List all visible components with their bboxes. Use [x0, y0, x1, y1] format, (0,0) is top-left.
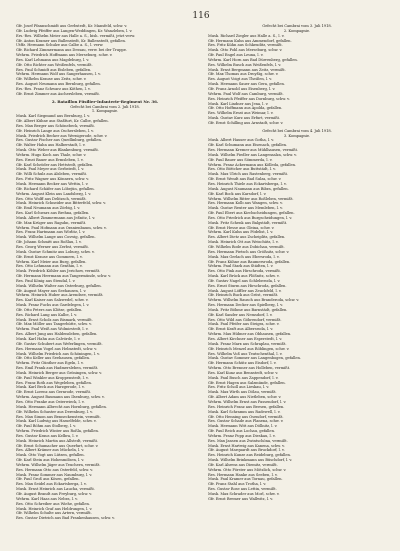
casualty-entry: Gfr. Anton Kramer aus Ballenstedt, Kr. Ballenstedt, gefallen. [16, 38, 127, 43]
casualty-entry: Gfr. Franz Stahl aus Trotha, l. v. [208, 482, 267, 487]
subheading-line: 3. Kompagnie. [283, 133, 311, 138]
casualty-entry: Gfr. Josef Pfannschmidt aus Gerbstedt, Kr. Mansfeld, schw. v. [16, 24, 128, 28]
casualty-entry: Res. Heinrich Pfeiffer aus Dornburg, schw. v. [208, 96, 290, 101]
casualty-entry: Gfr. Hermann Herrmann aus Tangermünde, schw. v. [16, 274, 112, 279]
casualty-entry: Musk. Richard Ziegler aus Halle a. S., l. v. [208, 33, 285, 38]
casualty-entry: Gfr. Paul Ebert aus Kirchscheidungen, gefallen. [208, 211, 295, 216]
casualty-entry: Res. Albert Kirchner aus Esperstedt, l. v. [208, 337, 283, 341]
casualty-entry: Gfr. Otto Richter aus Weißenfels, vermißt. [16, 62, 93, 67]
casualty-entry: Musk. Wilhelm Lange aus Coswig, gefallen. [16, 235, 96, 240]
section-heading: 2. Bataillon Füsilier-Infanterie-Regiment Nr. 36. [51, 99, 159, 104]
casualty-entry: Res. Otto Wolff aus Delitzsch, vermißt. [16, 196, 87, 201]
casualty-entry: Musk. Ernst Bergmann aus Zeitz, vermißt. [208, 67, 286, 72]
casualty-entry: Gfr. Karl Bock aus Karsdorf, l. v. [208, 191, 267, 196]
casualty-entry: Res. Otto Böttcher aus Buttstädt, l. v. [208, 167, 276, 172]
casualty-entry: Res. Heinrich Thiele aus Eckartsberga, l. v. [208, 182, 287, 186]
casualty-entry: Musk. Gustav Schmitz aus Loburg, schw. v. [16, 249, 95, 254]
casualty-entry: Gfr. Paul Bauer aus Sömmerda, l. v. [208, 157, 273, 162]
casualty-entry: Gfr. Wilhelm Bode aus Dobichau, vermißt. [208, 244, 285, 249]
casualty-entry: Musk. Karl Beck aus Harzgerode, l. v. [16, 385, 85, 390]
casualty-entry: Musk. Ernst Scholz aus Bismark, vermißt. [16, 317, 93, 322]
casualty-entry: Gfr. Ernst Lorenz aus Gernrode, vermißt. [16, 390, 92, 395]
casualty-entry: Gfr. Paul Engel aus Leuna, l. v. [208, 53, 264, 58]
casualty-entry: Musk. Franz Sommer aus Naumburg, l. v. [16, 472, 93, 477]
casualty-entry: Gfr. August Brandt aus Freyburg, schw. v. [16, 492, 92, 496]
casualty-entry: Wehrm. August Klein aus Landsberg, l. v. [16, 191, 92, 196]
casualty-entry: Res. Emil Frank aus Hadmersleben, vermißt. [16, 366, 99, 371]
casualty-entry: Res. Paul Schmidt aus Eisleben, gefallen. [16, 67, 92, 72]
casualty-entry: Res. Fritz Scholl aus Lieskau, l. v. [208, 385, 270, 390]
casualty-entry: Gfr. Paul Winkler aus Kroppenstedt, l. v. [16, 375, 89, 380]
casualty-entry: Res. Otto Wild aus Göhrendorf, vermißt. [208, 317, 282, 322]
casualty-entry: Gfr. Franz Arnold aus Eisenberg, l. v. [208, 86, 276, 91]
casualty-entry: Musk. Gustav Reuter aus Memleben, l. v. [208, 206, 283, 211]
casualty-entry: Musk. Otto Vogt aus Lützen, gefallen. [16, 453, 85, 458]
casualty-entry: Gfr. Gustav Schubert aus Weferlingen, vermißt. [16, 341, 103, 346]
casualty-entry: Res. Karl Kaiser aus Salzwedel, schw. v. [16, 298, 89, 303]
casualty-entry: Gfr. Ernst Krause aus Gommern, l. v. [16, 254, 83, 259]
casualty-entry: Wehrm. Wilhelm Jäger aus Teuchern, vermißt. [16, 462, 101, 467]
casualty-entry: Res. Gustav Schade aus Planena, schw. v. [208, 419, 284, 424]
casualty-entry: Gfr. Heinrich Menzel aus Röblingen, schw. v. [208, 346, 290, 351]
casualty-entry: Gfr. August Marquardt aus Bruckdorf, l. v. [208, 448, 285, 453]
casualty-entry: Res. Karl Schwarz aus Brehna, gefallen. [16, 211, 90, 216]
casualty-entry: Gfr. Albert Adam aus Nietleben, schw. v. [208, 395, 282, 400]
casualty-entry: Res. Otto Friedrich aus Burgscheidungen, l. v. [208, 215, 293, 220]
casualty-entry: Musk. Wilhelm Walter aus Osterburg, gefallen. [16, 283, 102, 288]
casualty-entry: Gfr. Karl Ahrens aus Diemitz, vermißt. [208, 462, 278, 467]
casualty-entry: Gfr. Wilhelm Krause aus Zeitz, schw. v. [16, 77, 87, 82]
casualty-entry: Gfr. Karl Schumann aus Eisenach, gefallen. [208, 143, 288, 148]
casualty-entry: Musk. Franz Fuchs aus Gardelegen, l. v. [16, 303, 90, 308]
casualty-entry: Gfr. Ernst Kraft aus Albersroda, l. v. [208, 327, 274, 332]
casualty-entry: Musk. Paul Meyer aus Gerbstedt, l. v. [16, 167, 85, 172]
casualty-entry: Wehrm. Otto Brenner aus Holleben, vermißt. [208, 366, 291, 371]
casualty-entry: Musk. Max Gerlach aus Ebersroda, l. v. [208, 254, 280, 259]
casualty-entry: Musk. Karl Brück aus Plößnitz, schw. v. [208, 274, 280, 279]
casualty-entry: Gfr. Franz Kühne aus Baumersroda, gefallen. [208, 259, 291, 264]
casualty-entry: Musk. Gustav Kurz aus Erfurt, vermißt. [208, 116, 281, 121]
casualty-entry: Musk. Ernst Heinrich aus Laucha, vermißt. [16, 487, 95, 492]
casualty-entry: Res. Karl Kunz aus Bennstedt, schw. v. [208, 370, 279, 375]
casualty-entry: Res. August Neumann aus Bernburg, gefallen. [16, 82, 101, 87]
casualty-entry: Gfr. Ernst Wendt aus Bad Sulza, schw. v. [208, 177, 282, 182]
casualty-entry: Wehrm. Wilhelm Ernst aus Passendorf, l. v. [208, 399, 287, 404]
casualty-entry: Musk. Wilhelm Fiedler aus Langensalza, schw. v. [208, 152, 297, 157]
casualty-entry: Musk. Max Ulrich aus Rastenberg, vermißt. [208, 172, 289, 177]
casualty-entry: Res. Hermann Hanke aus Seeben, l. v. [208, 472, 278, 477]
casualty-entry: Musk. Otto Weber aus Blankenburg, vermißt. [16, 148, 99, 153]
casualty-entry: Gfr. Otto Henning aus Osendorf, vermißt. [208, 414, 284, 419]
casualty-entry: Res. Gustav Kraus aus Kelbra, l. v. [16, 433, 79, 438]
casualty-entry: Gfr. Karl Schröder aus Hettstedt, gefallen. [16, 162, 94, 167]
casualty-entry: Gfr. Hermann Kuhn aus Ammendorf, gefallen. [208, 38, 292, 43]
casualty-entry: Res. Ernst Bauer aus Ermsleben, l. v. [16, 157, 84, 162]
casualty-entry: Musk. Paul Kramer aus Tornau, gefallen. [208, 477, 283, 482]
casualty-entry: Gfr. Max Möller aus Tangerhütte, schw. v. [16, 322, 92, 327]
casualty-entry: Res. Paul König aus Stendal, l. v. [16, 278, 76, 283]
casualty-entry: Musk. Heinrich Ott aus Weischütz, l. v. [208, 240, 279, 245]
casualty-entry: Res. Karl Lehmann aus Magdeburg, l. v. [16, 57, 90, 62]
casualty-entry: Res. Gustav Rose aus Lettin, vermißt. [208, 487, 277, 492]
casualty-entry: Res. August Voigt aus Theißen, l. v. [208, 77, 272, 82]
casualty-entry: Musk. Max Schrader aus Morl, schw. v. [208, 492, 280, 496]
casualty-entry: Musk. Fritz Böhme aus Barnstädt, gefallen. [208, 307, 288, 312]
casualty-entry: Res. Georg Werner aus Zerbst, vermißt. [16, 244, 89, 249]
page-number: 116 [192, 11, 210, 21]
casualty-entry: Res. Fritz Kühn aus Schkeuditz, vermißt. [208, 43, 283, 48]
casualty-entry: Res. Albert Dietz aus Zscheiplitz, gefallen. [208, 235, 286, 240]
casualty-entry: Wehrm. Karl Haas aus Nebra, l. v. [16, 496, 78, 501]
casualty-entry: Musk. Karl Lindner aus Jena, l. v. [208, 101, 269, 106]
casualty-entry: Gfr. Ernst Schumacher aus Querfurt, schw. v. [16, 443, 99, 448]
casualty-entry: Res. Franz Hartmann aus Wörlitz, l. v. [16, 230, 86, 235]
casualty-entry: Wehrm. Otto Förster aus Mötzlich, schw. v. [208, 467, 287, 472]
casualty-entry: Res. Otto Lehmann aus Genthin, l. v. [16, 264, 83, 269]
casualty-entry: Musk. Ernst Hartwig aus Kanena, schw. v. [208, 443, 285, 448]
casualty-entry: Res. Wilhelm Voß aus Teutschenthal, l. v. [208, 351, 283, 356]
casualty-entry: Wehrm. Friedrich Winter aus Roßla, gefallen. [16, 429, 99, 434]
casualty-entry: Gfr. Karl Sander aus Nemsdorf, l. v. [208, 312, 273, 317]
subheading-line: Gefecht bei Cambrai vom 4. Juli 1918. [262, 128, 332, 133]
casualty-entry: Wehrm. Wilhelm Rausch aus Branderoda, schw. v. [208, 298, 300, 303]
casualty-entry: Gfr. Ernst Bremer aus Wallwitz, l. v. [208, 496, 273, 501]
casualty-entry: Res. Hermann Kremer aus Mühlhausen, vermißt. [208, 148, 298, 153]
casualty-entry: Res. Hermann Pietsch aus Größnitz, schw. v. [208, 249, 290, 254]
casualty-entry: Musk. Franz Marx aus Schraplau, vermißt. [208, 341, 287, 346]
casualty-entry: Res. Wilhelm Busch aus Weißenfels, l. v. [208, 62, 282, 67]
casualty-entry: Wehrm. Karl Horn aus Bad Dürrenberg, gefallen. [208, 57, 298, 62]
casualty-entry: Musk. Hermann Witt aus Döllnitz, l. v. [208, 424, 278, 429]
casualty-entry: Gfr. Richard Zimmermann aus Dessau, verw. bei der Truppe. [16, 48, 127, 53]
casualty-entry: Gfr. Karl Stein aus Hohenmölsen, l. v. [16, 458, 85, 463]
casualty-entry: Musk. Hermann Becker aus Wettin, l. v. [16, 182, 89, 186]
casualty-entry: Musk. Karl Schramm aus Radewell, l. v. [208, 409, 281, 414]
casualty-entry: Gfr. Otto Peters aus Klötze, gefallen. [16, 307, 83, 312]
casualty-entry: Res. Gustav Fischer aus Quedlinburg, gefallen. [16, 138, 102, 143]
casualty-entry: Gfr. Ernst Zimmer aus Aschersleben, vermißt. [16, 91, 100, 96]
subheading-line: Gefecht bei Cambrai vom 2. Juli 1918. [70, 104, 140, 109]
casualty-entry: Gfr. Willi Schulz aus Alsleben, vermißt. [16, 172, 88, 177]
casualty-entry: Musk. Gustav Sommer aus Langenbogen, gefallen. [208, 356, 301, 361]
subheading-line: 1. Kompagnie. [91, 109, 119, 114]
casualty-entry: Gfr. Wilhelm Schulte aus Artern, vermißt. [16, 511, 92, 516]
casualty-entry: Wehrm. Hugo Koch aus Thale, schw. v. [16, 152, 87, 157]
casualty-entry: Musk. August Naumann aus Bibra, gefallen. [208, 186, 289, 191]
casualty-entry: Gfr. Max Thomas aus Droyßig, schw. v. [208, 72, 279, 77]
casualty-entry: Musk. Paul Busch aus Zappendorf, l. v. [208, 375, 279, 380]
casualty-entry: Wehrm. Friedrich Hoffmann aus Merseburg, schw. v. [16, 53, 113, 58]
casualty-entry: Gfr. Gustav Nagel aus Schleberoda, l. v. [208, 278, 281, 283]
casualty-entry: Musk. Friedrich Köhler aus Jerichow, vermißt. [16, 269, 101, 274]
casualty-entry: Res. Max Jansen aus Zwintschöna, vermißt. [208, 438, 288, 443]
subheading-line: Gefecht bei Cambrai vom 3. Juli 1918. [262, 24, 332, 28]
casualty-entry: Wehrm. Franz Ackermann aus Kölleda, gefallen. [208, 162, 297, 167]
casualty-entry: Res. Hermann Kolb aus Wangen, schw. v. [208, 201, 283, 206]
casualty-entry: Res. Albert Jung aus Haldensleben, gefallen. [16, 332, 98, 337]
casualty-entry: Gfr. Otto Hoffmann aus Apolda, gefallen. [208, 106, 283, 111]
casualty-entry: Wehrm. Karl Kuhn aus Pödelist, l. v. [208, 230, 274, 235]
casualty-entry: Res. Gustav Dietrich aus Bad Frankenhausen, schw. v. [16, 516, 115, 521]
casualty-entry: Res. Albert Krämer aus Mücheln, l. v. [16, 448, 85, 453]
casualty-entry: Res. Max Simon aus Benneckenstein, vermißt. [16, 414, 101, 419]
casualty-entry: Gfr. Heinrich Buck aus Gröst, vermißt. [208, 293, 279, 298]
casualty-entry: Utffz. Hermann Schulze aus Calbe a. S., l. verw. [16, 43, 104, 48]
casualty-entry: Wehrm. Franz Popp aus Dieskau, l. v. [208, 433, 276, 438]
casualty-entry: Gfr. Richard Schäfer aus Löbejün, gefallen. [16, 186, 95, 191]
casualty-entry: Wehrm. Paul Weiß aus Wolmirstedt, l. v. [16, 327, 89, 332]
casualty-entry: Wehrm. August Baumann aus Ilsenburg, schw. v. [16, 395, 105, 400]
right-column [208, 24, 386, 521]
casualty-entry: Musk. Friedrich Becker aus Wernigerode, schw. v. [16, 133, 108, 138]
casualty-entry: Wehrm. Paul Wolf aus Camburg, vermißt. [208, 91, 284, 96]
casualty-entry: Res. Otto Franke aus Osterwieck, l. v. [16, 399, 85, 404]
casualty-entry: Wehrm. Hermann Wolf aus Sangerhausen, l. v. [16, 72, 101, 77]
casualty-entry: Musk. Hermann Sauer aus Gera, gefallen. [208, 82, 285, 87]
casualty-entry: Res. Fritz Wagner aus Könnern, schw. v. [16, 177, 90, 182]
casualty-entry: Musk. Heinrich Martin aus Allstedt, vermißt. [16, 438, 99, 443]
casualty-entry: Wehrm. Paul Hofmann aus Oranienbaum, schw. v. [16, 225, 107, 230]
casualty-entry: Res. Ernst Sturm aus Hirschroda, gefallen. [208, 283, 287, 288]
casualty-entry: Gfr. Wilhelm Schuster aus Derenburg, l. v. [16, 409, 93, 414]
casualty-entry: Musk. Heinrich Schneider aus Bitterfeld, schw. v. [16, 201, 106, 206]
casualty-entry: Gfr. Paul Reich aus Lochau, gefallen. [208, 429, 276, 434]
casualty-entry: Gfr. Albert Kühne aus Staßfurt, Kr. Calbe, gefallen. [16, 119, 109, 124]
casualty-entry: Res. Hermann Vogel aus Helmstedt, schw. v. [16, 346, 97, 351]
casualty-entry: Musk. Albert Hauser aus Gotha, l. v. [208, 138, 274, 143]
casualty-entry: Res. Otto Fink aus Hirschroda, vermißt. [208, 269, 281, 274]
casualty-entry: Res. Max Seidel aus Eckartsberga, l. v. [16, 482, 87, 487]
casualty-entry: Gfr. Ernst Hagen aus Salzmünde, gefallen. [208, 380, 286, 385]
left-column [16, 24, 194, 521]
casualty-entry: Wehrm. Max Hübner aus Obhausen, gefallen. [208, 332, 292, 337]
casualty-entry: Musk. Paul Pfeifer aus Steigra, schw. v. [208, 322, 280, 327]
casualty-entry: Gfr. Hermann Schütz aus Eisdorf, l. v. [208, 361, 277, 366]
casualty-entry: Res. Wilhelm Ernst aus Weimar, l. v. [208, 111, 274, 116]
text-columns [16, 24, 386, 521]
casualty-entry: Musk. Otto Pohl aus Merseburg, schw. v. [208, 48, 283, 53]
casualty-entry: Res. Heinrich Kunze aus Reideburg, gefallen. [208, 453, 291, 458]
casualty-entry: Wehrm. Karl Meier aus Burg, gefallen. [16, 259, 87, 264]
casualty-entry: Musk. Albert Zimmermann aus Jeßnitz, l. v. [16, 215, 96, 220]
casualty-entry: Musk. August Löffler aus Zeuchfeld, l. v. [208, 288, 282, 293]
casualty-entry: Gfr. Emil Neumann aus Zörbig, l. v. [16, 206, 81, 211]
casualty-entry: Res. Hermann Otto aus Osterfeld, schw. v. [16, 467, 93, 472]
casualty-entry: Gfr. Heinrich Lange aus Oschersleben, l. v. [16, 128, 94, 133]
casualty-entry: Res. Franz Roth aus Wegeleben, gefallen. [16, 380, 92, 385]
casualty-entry: Gfr. Ernst Schilling aus Arnstadt, schw. v. [208, 120, 284, 125]
casualty-entry: Wehrm. Heinrich Huber aus Arendsee, vermißt. [16, 293, 104, 298]
casualty-entry: Wehrm. Fritz Günther aus Egeln, l. v. [16, 361, 84, 366]
casualty-entry: Musk. Heinrich Graf aus Heldrungen, l. v. [16, 506, 93, 511]
casualty-entry: Musk. Karl Siegmund aus Bernburg, l. v. [16, 114, 90, 119]
casualty-entry: Res. Heinrich Franz aus Beesen, gefallen. [208, 404, 285, 409]
casualty-entry: Gfr. Paul Groß aus Kösen, gefallen. [16, 477, 80, 482]
casualty-entry: Musk. Wilhelm Friedrich aus Schöningen, l. v. [16, 351, 100, 356]
casualty-entry: Gfr. Ludwig Pfeiffer aus Langen-Weddingen, Kr. Wanzleben, l. v. [16, 28, 133, 33]
casualty-entry: Ers.-Res. Wilhelm Meier aus Halle a. S., bish. vermißt, jetzt verw. [16, 33, 136, 38]
casualty-entry: Gfr. Paul Böhm aus Stolberg, l. v. [16, 424, 76, 429]
casualty-entry: Musk. Max Wirth aus Dölau, vermißt. [208, 390, 277, 395]
casualty-entry: Res. Max Berger aus Schönebeck, vermißt. [16, 123, 95, 128]
casualty-entry: Gfr. Max Krüger aus Raguhn, vermißt. [16, 220, 87, 225]
casualty-entry: Musk. Fritz Schenk aus Balgstädt, vermißt. [208, 220, 288, 225]
subheading-line: 2. Kompagnie. [283, 28, 311, 33]
casualty-entry: Gfr. Otto Keller aus Seehausen, gefallen. [16, 356, 91, 361]
casualty-entry: Wehrm. Paul Stark aus Städten, l. v. [208, 264, 274, 269]
casualty-entry: Musk. Karl Hahn aus Calvörde, l. v. [16, 337, 81, 341]
casualty-entry: Gfr. Johann Schmitt aus Roßlau, l. v. [16, 240, 82, 245]
casualty-entry: Musk. Heinrich Berger aus Gröningen, schw. v. [16, 370, 102, 375]
casualty-entry: Musk. Wilhelm Brinkmann aus Büschdorf, l. v. [208, 458, 293, 463]
casualty-entry: Musk. Hermann Albrecht aus Hornburg, gefallen. [16, 404, 107, 409]
casualty-entry: Res. Hermann Decker aus Spielberg, l. v. [208, 303, 283, 308]
casualty-entry: Res. Otto Schreiber aus Wiehe, gefallen. [16, 501, 90, 506]
casualty-entry: Ers.-Res. Franz Schwarz aus Köthen, l. v. [16, 86, 91, 91]
casualty-entry: Gfr. Ernst Hesse aus Gleina, schw. v. [208, 225, 275, 230]
casualty-entry: Musk. Karl Ludwig aus Hasselfelde, schw. v. [16, 419, 97, 424]
casualty-entry: Wehrm. Wilhelm Ritter aus Roßleben, vermißt. [208, 196, 294, 201]
casualty-entry: Gfr. August Mayer aus Seehausen, l. v. [16, 288, 87, 293]
casualty-entry: Gfr. Walter Hahn aus Halberstadt, l. v. [16, 143, 86, 148]
casualty-entry: Res. Richard Lang aus Kalbe, l. v. [16, 312, 77, 317]
